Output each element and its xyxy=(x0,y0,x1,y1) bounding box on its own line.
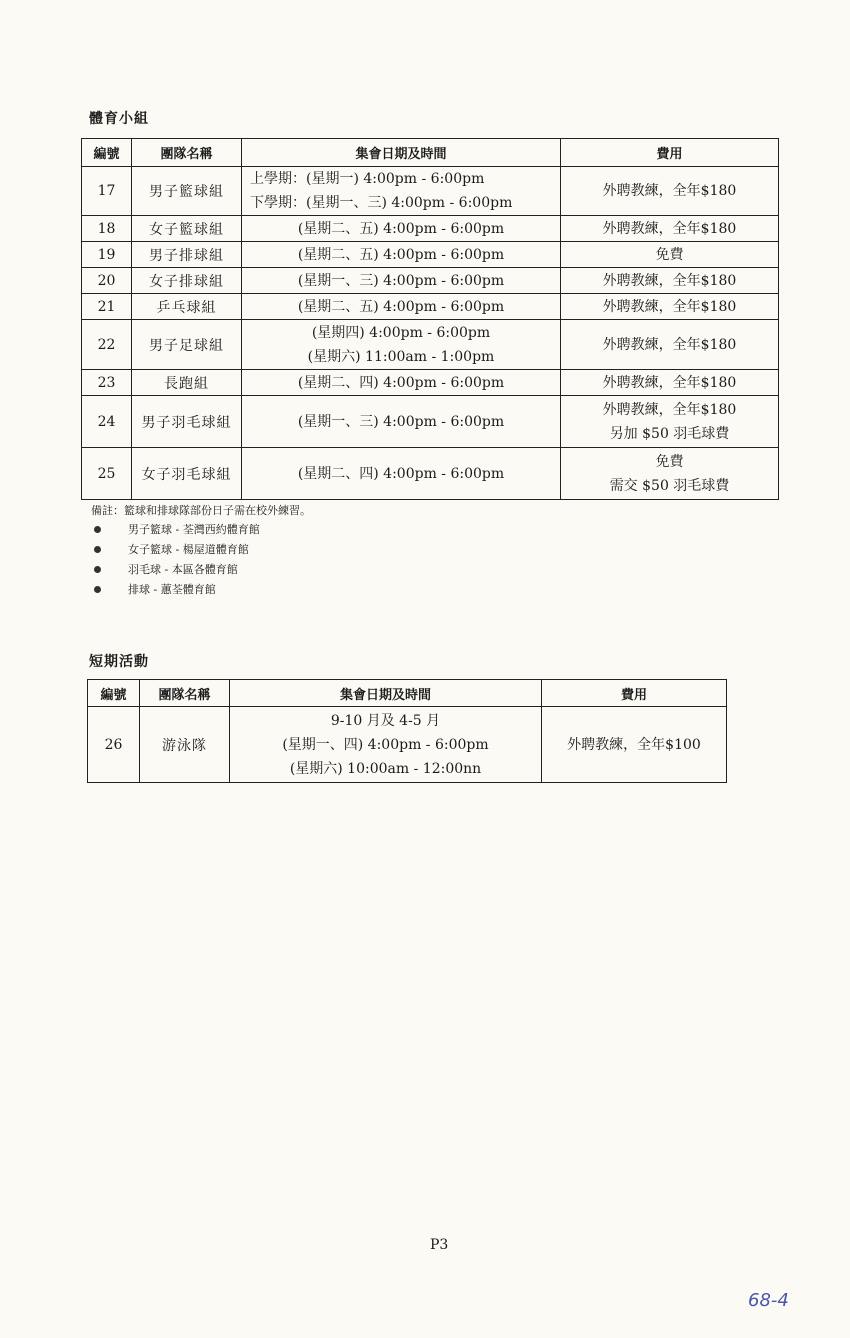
remark-note: 備註：籃球和排球隊部份日子需在校外練習。 xyxy=(91,504,311,517)
fee-line: 外聘教練，全年$180 xyxy=(602,401,737,418)
fee-line: 外聘教練，全年$180 xyxy=(602,374,737,391)
header-fee: 費用 xyxy=(542,680,727,707)
row-fee xyxy=(561,320,779,370)
bullet-icon xyxy=(94,566,101,573)
time-line: 9-10 月及 4-5 月 xyxy=(330,712,441,729)
fee-line: 外聘教練，全年$100 xyxy=(567,736,701,753)
sports-table xyxy=(81,138,779,500)
table-row xyxy=(82,167,779,216)
row-time xyxy=(242,448,561,500)
section-title-sports: 體育小組 xyxy=(89,111,149,127)
list-item xyxy=(88,580,260,600)
list-item xyxy=(88,540,260,560)
time-line: (星期二、五) 4:00pm - 6:00pm xyxy=(297,246,505,263)
time-line: 上學期：(星期一) 4:00pm - 6:00pm xyxy=(250,171,485,187)
venue-text: 男子籃球 - 荃灣西約體育館 xyxy=(128,523,260,536)
time-line: (星期一、三) 4:00pm - 6:00pm xyxy=(297,272,505,289)
venue-text: 女子籃球 - 楊屋道體育館 xyxy=(128,543,249,556)
table-row xyxy=(82,268,779,294)
row-fee xyxy=(561,268,779,294)
row-time xyxy=(242,294,561,320)
table-row xyxy=(82,242,779,268)
bullet-icon xyxy=(94,526,101,533)
row-fee xyxy=(561,216,779,242)
fee-line: 外聘教練，全年$180 xyxy=(602,272,737,289)
row-team: 女子排球組 xyxy=(132,268,242,294)
short-term-table xyxy=(87,679,727,783)
row-time xyxy=(230,707,542,783)
header-team-name: 團隊名稱 xyxy=(132,139,242,167)
table-row xyxy=(82,216,779,242)
row-team: 男子籃球組 xyxy=(132,167,242,216)
header-fee: 費用 xyxy=(561,139,779,167)
time-line: (星期二、五) 4:00pm - 6:00pm xyxy=(297,298,505,315)
row-team: 乒乓球組 xyxy=(132,294,242,320)
row-team: 游泳隊 xyxy=(140,707,230,783)
handwritten-note: 68-4 xyxy=(748,1290,789,1311)
row-number: 24 xyxy=(82,396,132,448)
row-number: 18 xyxy=(82,216,132,242)
row-number: 20 xyxy=(82,268,132,294)
time-line: (星期四) 4:00pm - 6:00pm xyxy=(311,324,491,341)
header-team-name: 團隊名稱 xyxy=(140,680,230,707)
venue-text: 羽毛球 - 本區各體育館 xyxy=(128,563,238,576)
row-number: 21 xyxy=(82,294,132,320)
fee-line: 免費 xyxy=(655,246,684,263)
row-fee xyxy=(542,707,727,783)
row-fee xyxy=(561,294,779,320)
fee-line: 外聘教練，全年$180 xyxy=(602,298,737,315)
row-team: 女子籃球組 xyxy=(132,216,242,242)
time-line: (星期一、四) 4:00pm - 6:00pm xyxy=(282,736,489,753)
row-time xyxy=(242,268,561,294)
fee-line: 外聘教練，全年$180 xyxy=(602,183,737,199)
fee-line: 另加 $50 羽毛球費 xyxy=(609,425,730,442)
time-line: (星期二、五) 4:00pm - 6:00pm xyxy=(297,220,505,237)
table-row xyxy=(82,294,779,320)
table-header-row xyxy=(88,680,727,707)
time-line: 下學期：(星期一、三) 4:00pm - 6:00pm xyxy=(250,195,513,211)
time-line: (星期六) 11:00am - 1:00pm xyxy=(307,348,495,365)
row-fee xyxy=(561,370,779,396)
table-row xyxy=(82,396,779,448)
table-row xyxy=(82,448,779,500)
fee-line: 外聘教練，全年$180 xyxy=(602,336,737,353)
venue-list xyxy=(88,520,260,600)
row-time xyxy=(242,242,561,268)
fee-line: 需交 $50 羽毛球費 xyxy=(609,477,730,494)
list-item xyxy=(88,520,260,540)
time-line: (星期二、四) 4:00pm - 6:00pm xyxy=(297,374,505,391)
table-row xyxy=(82,370,779,396)
row-fee xyxy=(561,242,779,268)
fee-line: 外聘教練，全年$180 xyxy=(602,220,737,237)
row-fee xyxy=(561,396,779,448)
header-number: 編號 xyxy=(88,680,140,707)
row-number: 23 xyxy=(82,370,132,396)
time-line: (星期六) 10:00am - 12:00nn xyxy=(289,760,482,777)
row-team: 長跑組 xyxy=(132,370,242,396)
row-team: 男子羽毛球組 xyxy=(132,396,242,448)
row-fee xyxy=(561,448,779,500)
row-number: 26 xyxy=(88,707,140,783)
row-time xyxy=(242,320,561,370)
header-meeting-time: 集會日期及時間 xyxy=(230,680,542,707)
table-row xyxy=(88,707,727,783)
bullet-icon xyxy=(94,586,101,593)
row-team: 女子羽毛球組 xyxy=(132,448,242,500)
table-row xyxy=(82,320,779,370)
header-number: 編號 xyxy=(82,139,132,167)
row-fee xyxy=(561,167,779,216)
row-time xyxy=(242,370,561,396)
row-number: 17 xyxy=(82,167,132,216)
row-number: 19 xyxy=(82,242,132,268)
row-team: 男子足球組 xyxy=(132,320,242,370)
row-team: 男子排球組 xyxy=(132,242,242,268)
row-time xyxy=(242,167,561,216)
time-line: (星期二、四) 4:00pm - 6:00pm xyxy=(297,465,505,482)
time-line: (星期一、三) 4:00pm - 6:00pm xyxy=(297,413,505,430)
row-time xyxy=(242,216,561,242)
bullet-icon xyxy=(94,546,101,553)
section-title-short-term: 短期活動 xyxy=(89,654,149,670)
venue-text: 排球 - 蕙荃體育館 xyxy=(128,583,216,596)
list-item xyxy=(88,560,260,580)
row-number: 25 xyxy=(82,448,132,500)
table-header-row xyxy=(82,139,779,167)
page-number: P3 xyxy=(430,1237,449,1253)
header-meeting-time: 集會日期及時間 xyxy=(242,139,561,167)
row-number: 22 xyxy=(82,320,132,370)
row-time xyxy=(242,396,561,448)
fee-line: 免費 xyxy=(655,453,684,470)
